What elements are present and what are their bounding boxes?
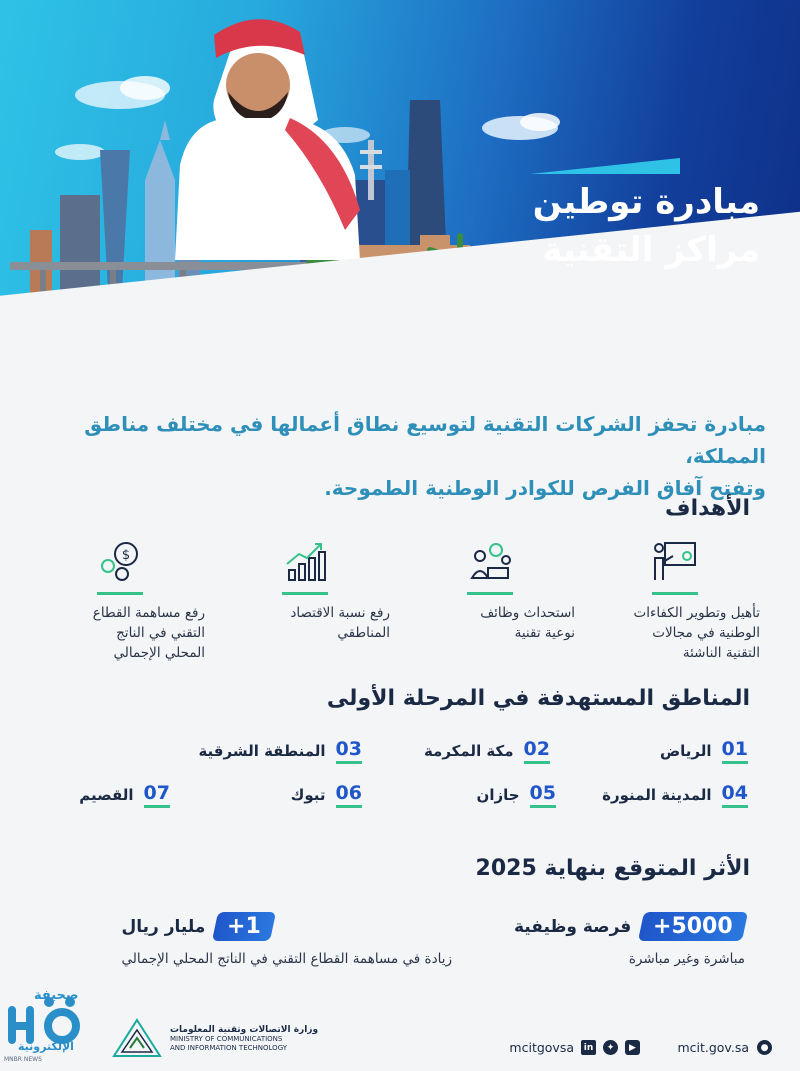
intro-line2: وتفتح آفاق الفرص للكوادر الوطنية الطموحة. — [324, 476, 766, 500]
region-number: 04 — [722, 782, 748, 808]
twitter-icon[interactable]: ✦ — [603, 1040, 618, 1055]
region-name: المنطقة الشرقية — [198, 742, 326, 760]
region-name: القصيم — [79, 786, 134, 804]
regions-title: المناطق المستهدفة في المرحلة الأولى — [326, 686, 750, 711]
ministry-logo — [110, 1018, 318, 1060]
goal-underline — [97, 592, 143, 595]
hero-title-line2: مراكز التقنية — [542, 230, 760, 270]
intro-line1: مبادرة تحفز الشركات التقنية لتوسيع نطاق أعمالها في مختلف مناطق المملكة، — [84, 412, 766, 468]
impact-jobs-row — [514, 912, 745, 941]
watermark-small: MNBR NEWS — [4, 1056, 42, 1063]
region-name: تبوك — [290, 786, 326, 804]
goal-underline — [652, 592, 698, 595]
region-item — [477, 782, 556, 808]
region-number: 07 — [144, 782, 170, 808]
website-text: mcit.gov.sa — [677, 1040, 749, 1055]
gdp-badge-value: 1+ — [227, 914, 262, 939]
goal-underline — [467, 592, 513, 595]
newspaper-watermark — [4, 982, 104, 1062]
hero-title — [480, 180, 760, 276]
region-name: جازان — [476, 786, 520, 804]
jobs-badge-value: 5000+ — [653, 914, 733, 939]
region-item — [660, 738, 748, 764]
jobs-label: فرصة وظيفية — [513, 916, 632, 937]
goal-item — [35, 540, 205, 663]
jobs-sub: مباشرة وغير مباشرة — [628, 951, 745, 967]
region-number: 06 — [336, 782, 362, 808]
region-number: 02 — [524, 738, 550, 764]
goals-list — [40, 540, 760, 660]
globe-icon: ● — [757, 1040, 772, 1055]
region-item — [424, 738, 550, 764]
region-name: المدينة المنورة — [602, 786, 712, 804]
goals-title: الأهداف — [665, 496, 750, 521]
goal-underline — [282, 592, 328, 595]
goal-item — [220, 540, 390, 643]
region-number: 05 — [530, 782, 556, 808]
social-handle: mcitgovsa — [509, 1040, 574, 1055]
region-item — [79, 782, 170, 808]
person-laptop-gears-icon — [466, 540, 514, 584]
goal-item — [590, 540, 760, 663]
region-item — [291, 782, 362, 808]
watermark-label: صحيفة — [34, 988, 79, 1003]
footer — [0, 1010, 800, 1071]
social-links — [509, 1040, 640, 1055]
svg-text:$: $ — [121, 548, 131, 563]
youtube-icon[interactable]: ▶ — [625, 1040, 640, 1055]
region-item — [198, 738, 362, 764]
impact-jobs — [514, 912, 745, 967]
ministry-emblem-icon — [110, 1018, 164, 1060]
jobs-badge — [638, 912, 748, 941]
ministry-name-ar: وزارة الاتصالات وتقنية المعلومات — [170, 1024, 319, 1035]
ministry-name-en1: MINISTRY OF COMMUNICATIONS — [170, 1034, 283, 1043]
ministry-name — [170, 1026, 318, 1053]
impact-gdp — [122, 912, 453, 967]
region-name: الرياض — [659, 742, 712, 760]
ministry-name-en2: AND INFORMATION TECHNOLOGY — [170, 1043, 288, 1052]
watermark-sub: الإلكترونية — [18, 1040, 74, 1053]
impact-title: الأثر المتوقع بنهاية 2025 — [475, 856, 750, 881]
goal-item — [405, 540, 575, 643]
presentation-certificate-icon — [651, 540, 699, 584]
hero-title-line1: مبادرة توطين — [532, 182, 760, 222]
region-item — [602, 782, 748, 808]
impact-gdp-row — [122, 912, 453, 941]
region-name: مكة المكرمة — [423, 742, 514, 760]
regions-list — [60, 734, 760, 814]
dollar-gears-icon — [96, 540, 144, 584]
website-link[interactable] — [677, 1040, 772, 1055]
hero-banner — [0, 0, 800, 400]
goal-text: رفع مساهمة القطاع التقني في الناتج المحلي الإجمالي — [92, 605, 205, 661]
goal-text: استحداث وظائف نوعية تقنية — [480, 605, 575, 641]
linkedin-icon[interactable]: in — [581, 1040, 596, 1055]
region-number: 01 — [722, 738, 748, 764]
intro-paragraph — [26, 408, 766, 504]
bar-chart-growth-icon — [281, 540, 329, 584]
gdp-sub: زيادة في مساهمة القطاع التقني في الناتج المحلي الإجمالي — [121, 951, 452, 967]
region-number: 03 — [336, 738, 362, 764]
goal-text: تأهيل وتطوير الكفاءات الوطنية في مجالات التقنية الناشئة — [633, 605, 760, 661]
goal-text: رفع نسبة الاقتصاد المناطقي — [290, 605, 390, 641]
gdp-badge — [212, 912, 276, 941]
gdp-label: مليار ريال — [121, 916, 206, 937]
